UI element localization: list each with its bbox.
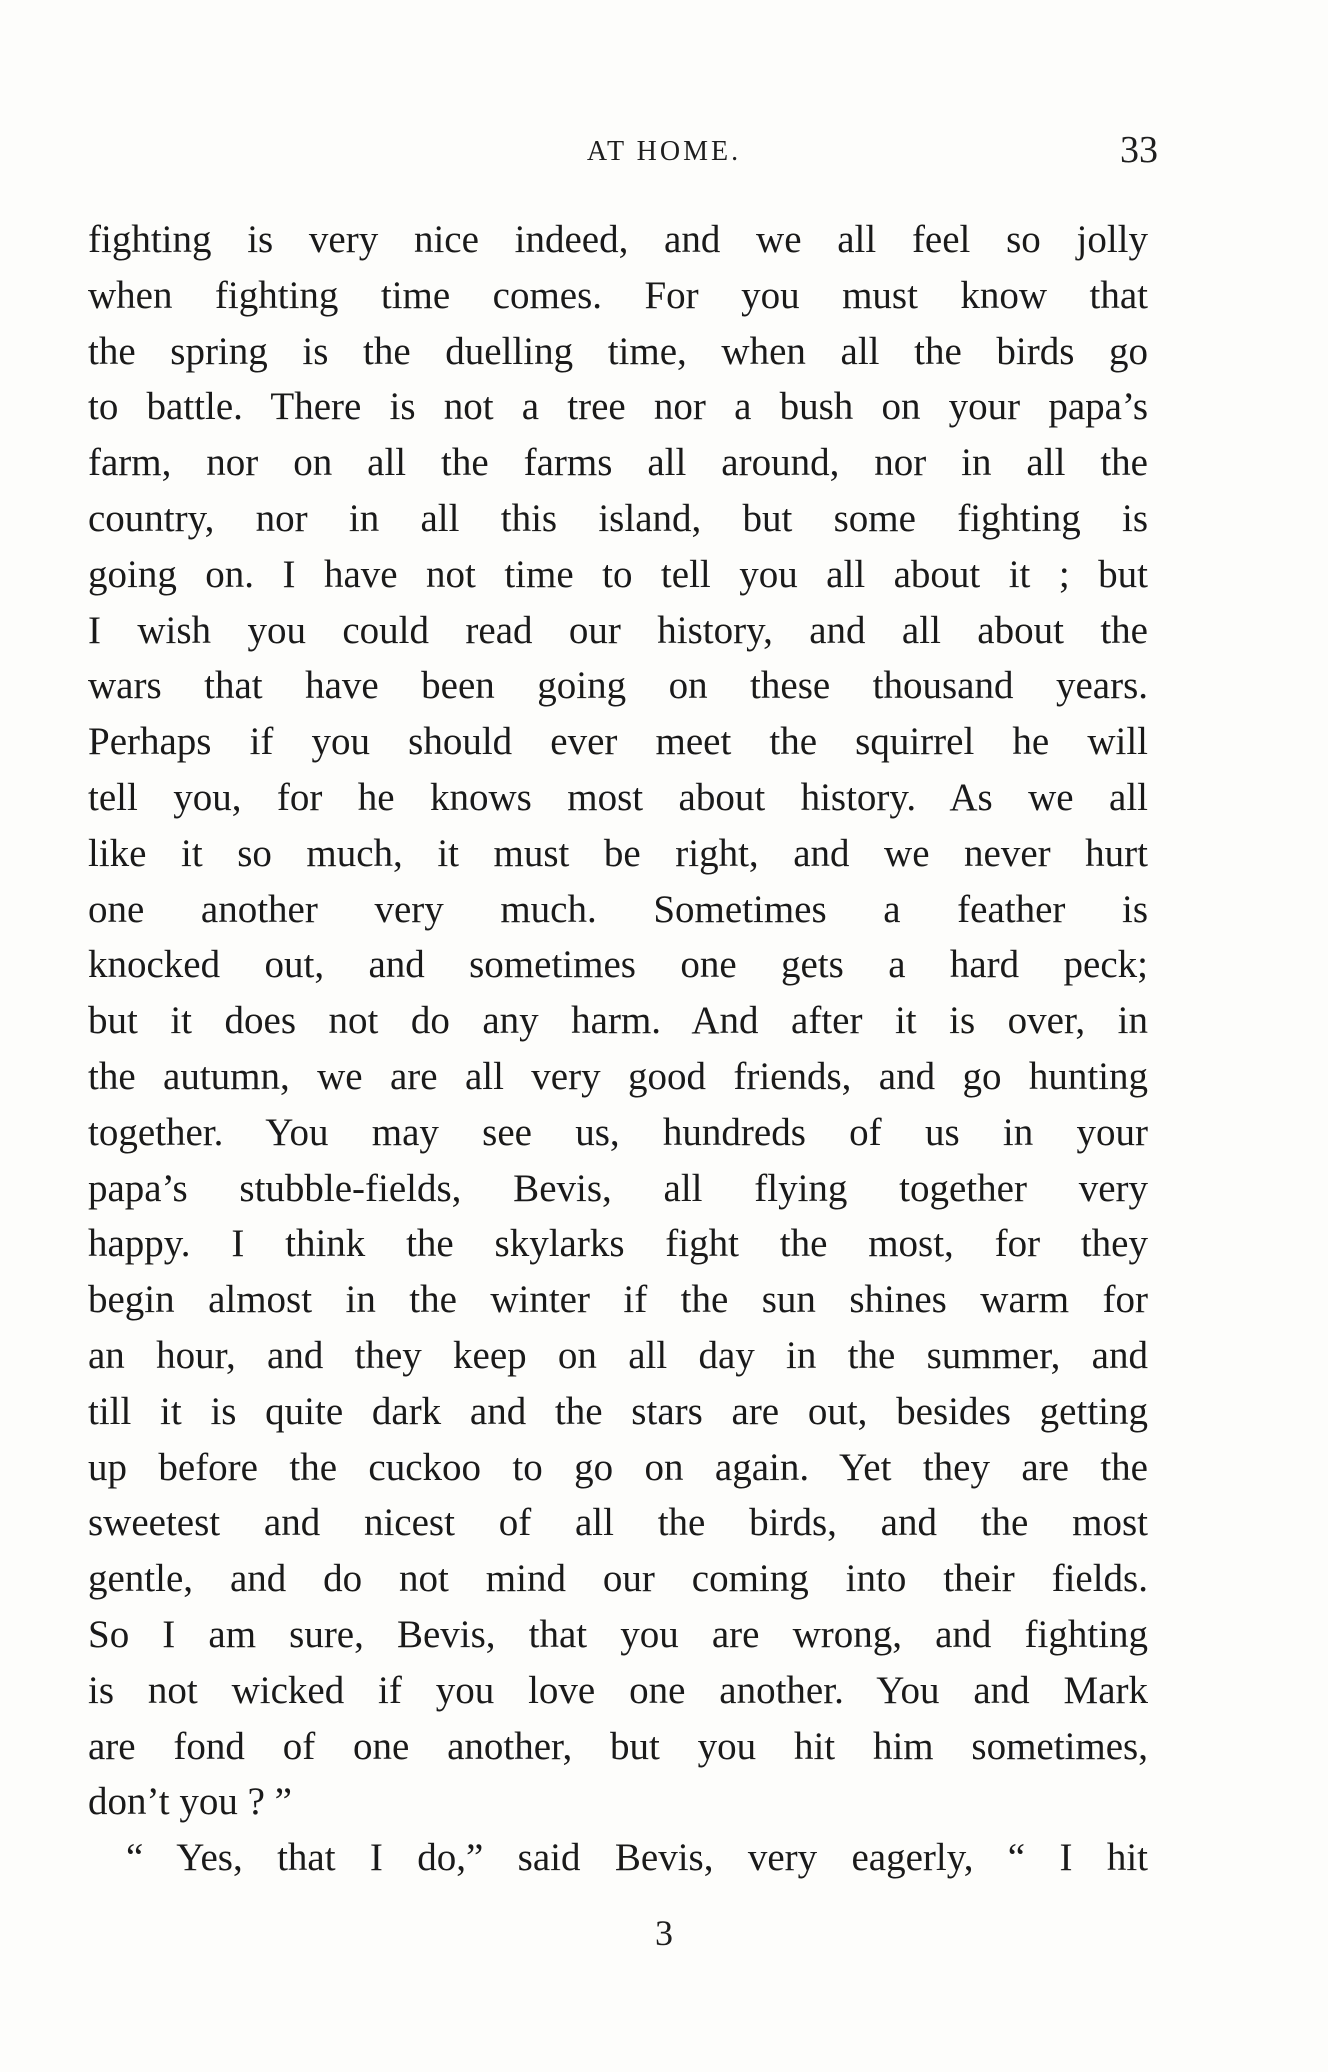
text-line: till it is quite dark and the stars are out, besides getting <box>88 1389 1148 1433</box>
text-line: fighting is very nice indeed, and we all feel so jolly <box>88 218 1148 261</box>
text-line: don’t you ? ” <box>88 1780 292 1824</box>
text-line: like it so much, it must be right, and we never hurt <box>88 831 1148 875</box>
text-line: together. You may see us, hundreds of us in your <box>88 1110 1148 1154</box>
text-line: country, nor in all this island, but some fighting is <box>88 496 1148 540</box>
text-line: “ Yes, that I do,” said Bevis, very eagerly, “ I hit <box>126 1836 1148 1880</box>
text-line: one another very much. Sometimes a feather is <box>88 887 1148 931</box>
text-line: but it does not do any harm. And after it is over, in <box>88 999 1148 1043</box>
text-line: happy. I think the skylarks fight the most, for they <box>88 1222 1148 1266</box>
text-line: to battle. There is not a tree nor a bush on your papa’s <box>88 385 1148 429</box>
text-line: tell you, for he knows most about history. As we all <box>88 775 1148 819</box>
text-line: I wish you could read our history, and all about the <box>88 608 1148 652</box>
text-line: up before the cuckoo to go on again. Yet they are the <box>88 1445 1148 1489</box>
text-line: Perhaps if you should ever meet the squirrel he will <box>88 720 1148 764</box>
text-line: going on. I have not time to tell you all about it ; but <box>88 552 1148 596</box>
text-line: is not wicked if you love one another. You and Mark <box>88 1668 1148 1712</box>
text-line: gentle, and do not mind our coming into their fields. <box>88 1557 1148 1601</box>
text-line: the autumn, we are all very good friends, and go hunting <box>88 1054 1148 1098</box>
text-line: knocked out, and sometimes one gets a hard peck; <box>88 943 1148 987</box>
text-line: So I am sure, Bevis, that you are wrong, and fighting <box>88 1612 1148 1656</box>
signature-mark: 3 <box>655 1913 673 1953</box>
text-line: begin almost in the winter if the sun shines warm for <box>88 1278 1148 1322</box>
text-line: are fond of one another, but you hit him sometimes, <box>88 1724 1148 1768</box>
page-number: 33 <box>1120 129 1158 171</box>
text-line: the spring is the duelling time, when all the birds go <box>88 329 1148 373</box>
text-line: sweetest and nicest of all the birds, and the most <box>88 1501 1148 1545</box>
text-line: when fighting time comes. For you must know that <box>88 273 1148 317</box>
text-line: farm, nor on all the farms all around, nor in all the <box>88 441 1148 485</box>
text-line: papa’s stubble-fields, Bevis, all flying together very <box>88 1166 1148 1210</box>
text-line: wars that have been going on these thousand years. <box>88 664 1148 708</box>
text-line: an hour, and they keep on all day in the summer, and <box>88 1333 1148 1377</box>
running-head <box>0 128 1328 172</box>
running-head-title: AT HOME. <box>586 136 742 167</box>
body-text <box>88 212 1148 1886</box>
